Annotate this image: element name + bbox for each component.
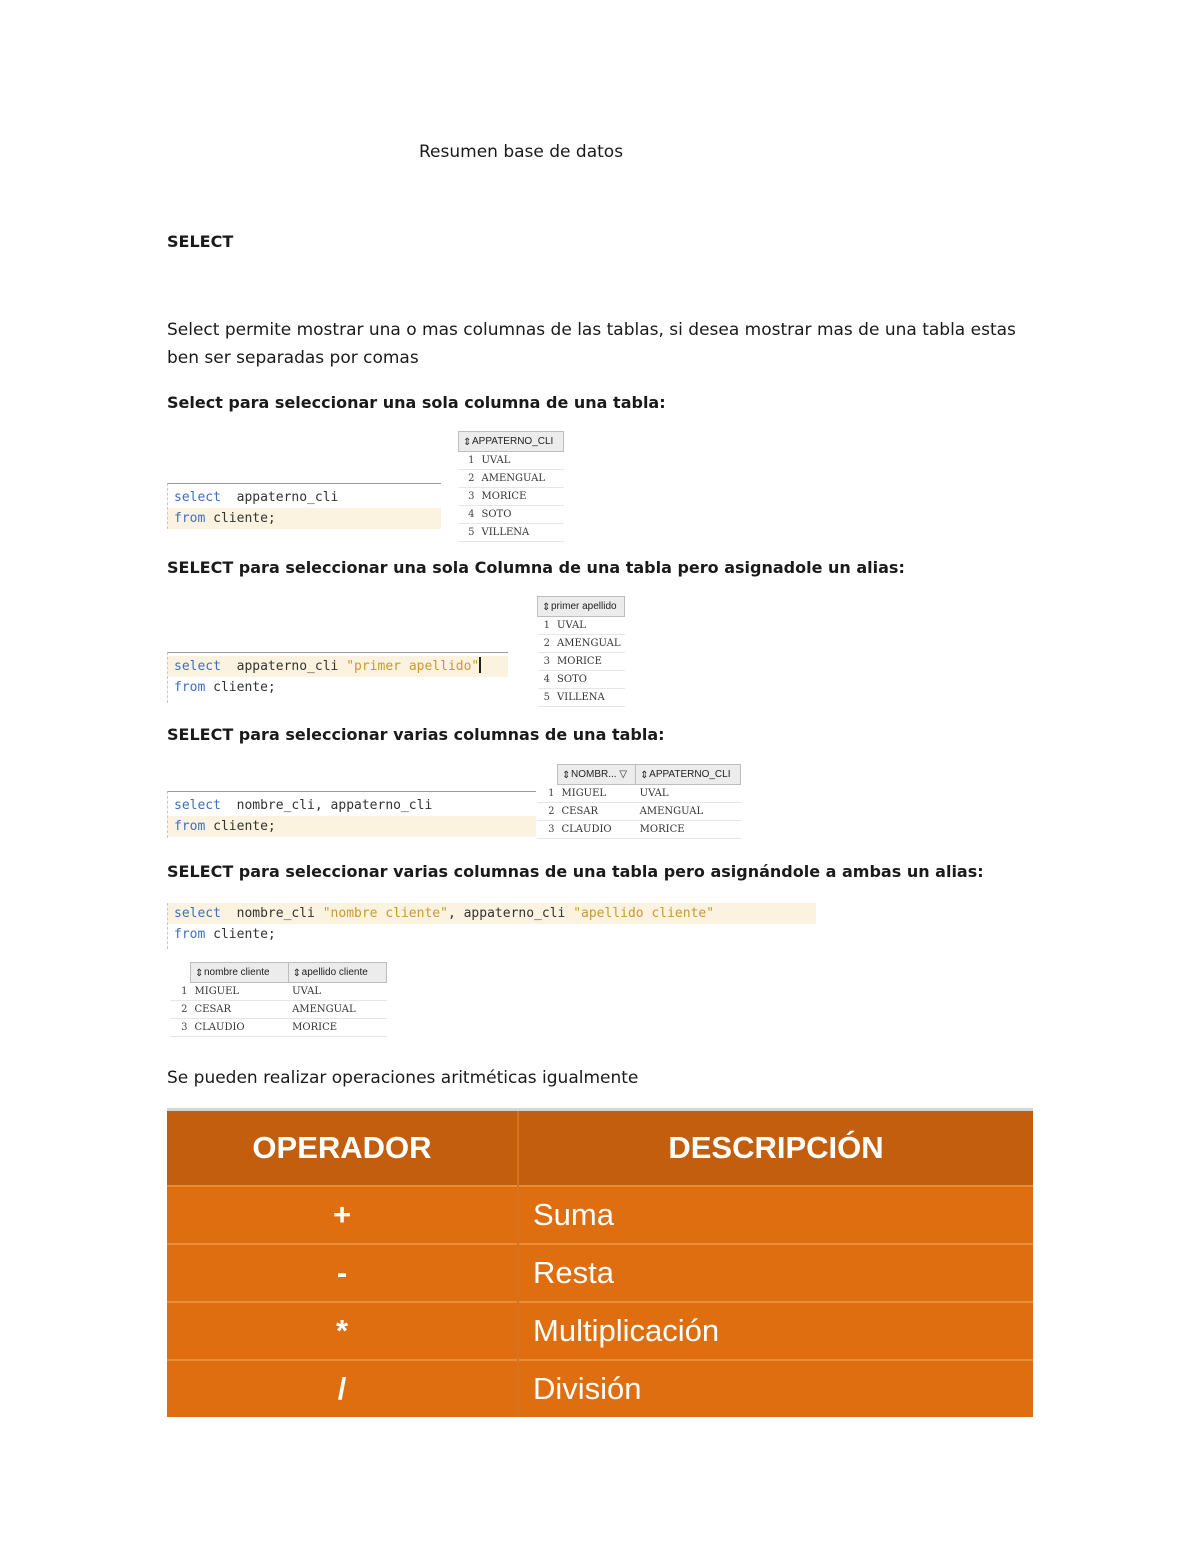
sql-string: "apellido cliente"	[573, 906, 715, 921]
operator-cell: -	[167, 1244, 518, 1302]
operator-cell: /	[167, 1360, 518, 1417]
sql-text: nombre_cli	[220, 906, 323, 921]
sql-keyword: from	[174, 927, 206, 942]
result-grid-4	[170, 962, 387, 1037]
description-cell: Resta	[518, 1244, 1033, 1302]
table-row: 5 VILLENA	[538, 689, 625, 707]
sql-keyword: from	[174, 511, 206, 526]
page-title: Resumen base de datos	[419, 142, 624, 162]
sql-text: , appaterno_cli	[447, 906, 574, 921]
row-number-header	[537, 765, 558, 785]
sql-text: cliente;	[205, 511, 276, 526]
sort-icon: ⇕	[195, 968, 204, 979]
table-row: 4 SOTO	[459, 506, 564, 524]
table-row: 1 UVAL	[459, 452, 564, 470]
sort-icon: ⇕	[463, 437, 472, 448]
sql-string: "primer apellido"	[346, 659, 480, 674]
table-row	[167, 1302, 1033, 1360]
row-number-header	[170, 963, 191, 983]
table-row: 2 AMENGUAL	[538, 635, 625, 653]
sql-text: cliente;	[205, 680, 276, 695]
table-row: 1 UVAL	[538, 617, 625, 635]
intro-paragraph: Select permite mostrar una o mas columnas de las tablas, si desea mostrar mas de una tabla estas ben ser separadas por comas	[167, 320, 1016, 368]
table-row	[167, 1244, 1033, 1302]
table-row: 2 CESAR AMENGUAL	[170, 1001, 387, 1019]
operator-cell: *	[167, 1302, 518, 1360]
sql-editor-4	[167, 903, 816, 949]
section-label-3: SELECT para seleccionar varias columnas de una tabla:	[167, 725, 665, 744]
description-cell: División	[518, 1360, 1033, 1417]
table-row: 3 CLAUDIO MORICE	[170, 1019, 387, 1037]
operator-cell: +	[167, 1186, 518, 1244]
table-row: 1 MIGUEL UVAL	[537, 785, 741, 803]
sort-icon: ⇕	[562, 770, 571, 781]
operators-table	[167, 1108, 1033, 1417]
table-row: 3 MORICE	[459, 488, 564, 506]
column-header[interactable]: ⇕APPATERNO_CLI	[459, 432, 564, 452]
sql-keyword: select	[174, 659, 221, 674]
column-header-description: DESCRIPCIÓN	[518, 1110, 1033, 1187]
table-row: 3 MORICE	[538, 653, 625, 671]
column-header[interactable]: ⇕nombre cliente	[191, 963, 289, 983]
sql-text: cliente;	[205, 819, 276, 834]
column-header[interactable]: ⇕NOMBR... ▽	[558, 765, 636, 785]
sql-editor-2	[167, 652, 508, 703]
sql-text: cliente;	[205, 927, 276, 942]
sql-editor-1	[167, 483, 441, 529]
sort-icon: ⇕	[292, 968, 302, 979]
sql-keyword: select	[174, 906, 221, 921]
result-grid-2	[537, 596, 625, 707]
column-header[interactable]: ⇕APPATERNO_CLI	[636, 765, 741, 785]
table-row: 1 MIGUEL UVAL	[170, 983, 387, 1001]
result-grid-1	[458, 431, 564, 542]
sql-string: "nombre cliente"	[322, 906, 448, 921]
table-row: 2 AMENGUAL	[459, 470, 564, 488]
description-cell: Suma	[518, 1186, 1033, 1244]
table-row: 4 SOTO	[538, 671, 625, 689]
sql-keyword: from	[174, 680, 206, 695]
sort-icon: ⇕	[542, 602, 551, 613]
sql-editor-3	[167, 791, 536, 838]
table-row: 5 VILLENA	[459, 524, 564, 542]
section-label-1: Select para seleccionar una sola columna de una tabla:	[167, 393, 666, 412]
column-header[interactable]: ⇕primer apellido	[538, 597, 625, 617]
section-label-2: SELECT para seleccionar una sola Columna de una tabla pero asignadole un alias:	[167, 558, 905, 577]
sort-icon: ⇕	[640, 770, 649, 781]
sql-text: appaterno_cli	[220, 490, 339, 505]
column-header[interactable]: ⇕apellido cliente	[288, 963, 386, 983]
sql-text: appaterno_cli	[220, 659, 347, 674]
section-heading: SELECT	[167, 232, 234, 251]
sql-keyword: select	[174, 798, 221, 813]
arith-paragraph: Se pueden realizar operaciones aritméticas igualmente	[167, 1068, 639, 1088]
sql-text: nombre_cli, appaterno_cli	[220, 798, 433, 813]
table-row	[167, 1186, 1033, 1244]
sql-keyword: select	[174, 490, 221, 505]
table-row: 2 CESAR AMENGUAL	[537, 803, 741, 821]
column-header-operator: OPERADOR	[167, 1110, 518, 1187]
sql-keyword: from	[174, 819, 206, 834]
table-row: 3 CLAUDIO MORICE	[537, 821, 741, 839]
description-cell: Multiplicación	[518, 1302, 1033, 1360]
result-grid-3	[537, 764, 741, 839]
text-cursor	[479, 657, 481, 673]
table-row	[167, 1360, 1033, 1417]
section-label-4: SELECT para seleccionar varias columnas de una tabla pero asignándole a ambas un alias:	[167, 862, 984, 881]
filter-icon[interactable]: ▽	[619, 769, 628, 780]
